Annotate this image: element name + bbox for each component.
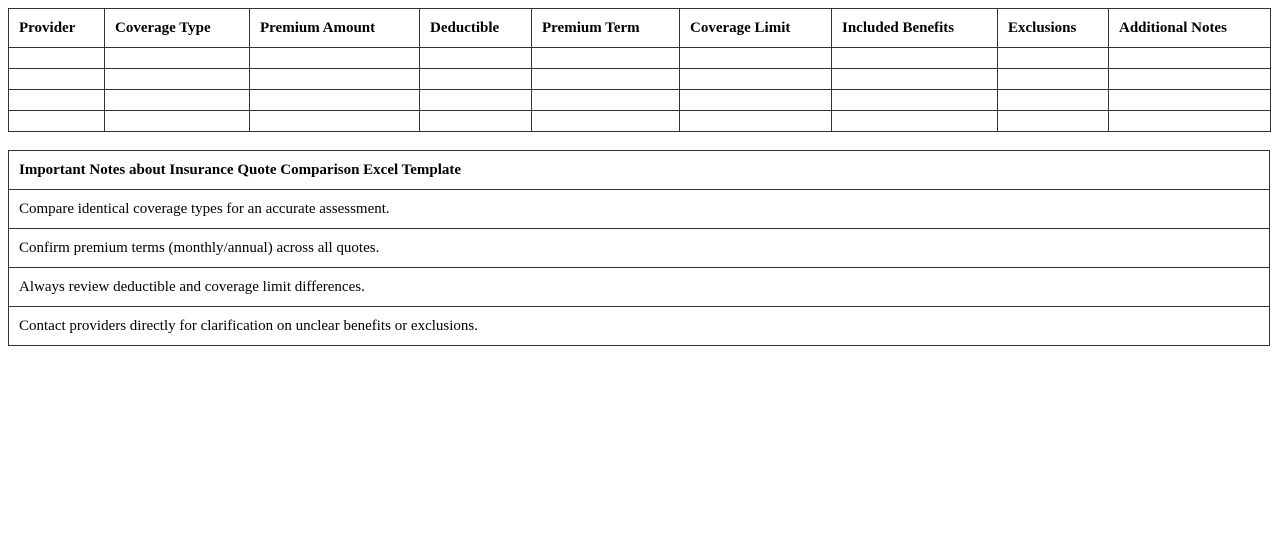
table-cell[interactable]: [998, 69, 1109, 90]
header-premium-term: Premium Term: [532, 9, 680, 48]
table-cell[interactable]: [832, 69, 998, 90]
table-cell[interactable]: [532, 111, 680, 132]
note-item: Always review deductible and coverage limit differences.: [9, 268, 1270, 307]
table-cell[interactable]: [420, 90, 532, 111]
table-cell[interactable]: [680, 48, 832, 69]
table-cell[interactable]: [1109, 111, 1271, 132]
table-cell[interactable]: [105, 69, 250, 90]
notes-title: Important Notes about Insurance Quote Comparison Excel Template: [9, 151, 1270, 190]
notes-table: [8, 150, 1270, 346]
header-deductible: Deductible: [420, 9, 532, 48]
table-cell[interactable]: [105, 90, 250, 111]
header-additional-notes: Additional Notes: [1109, 9, 1271, 48]
table-cell[interactable]: [998, 90, 1109, 111]
table-cell[interactable]: [250, 111, 420, 132]
table-row: [9, 69, 1271, 90]
table-cell[interactable]: [105, 48, 250, 69]
note-item: Contact providers directly for clarification on unclear benefits or exclusions.: [9, 307, 1270, 346]
header-coverage-limit: Coverage Limit: [680, 9, 832, 48]
table-cell[interactable]: [9, 69, 105, 90]
table-cell[interactable]: [532, 90, 680, 111]
table-row: [9, 90, 1271, 111]
table-cell[interactable]: [9, 111, 105, 132]
note-item: Confirm premium terms (monthly/annual) across all quotes.: [9, 229, 1270, 268]
table-row: [9, 111, 1271, 132]
note-item: Compare identical coverage types for an accurate assessment.: [9, 190, 1270, 229]
header-premium-amount: Premium Amount: [250, 9, 420, 48]
table-cell[interactable]: [420, 111, 532, 132]
table-cell[interactable]: [250, 48, 420, 69]
header-exclusions: Exclusions: [998, 9, 1109, 48]
table-cell[interactable]: [832, 48, 998, 69]
table-cell[interactable]: [250, 90, 420, 111]
table-cell[interactable]: [250, 69, 420, 90]
table-row: [9, 48, 1271, 69]
quote-comparison-table: [8, 8, 1271, 132]
table-cell[interactable]: [998, 48, 1109, 69]
table-cell[interactable]: [420, 69, 532, 90]
header-row: [9, 9, 1271, 48]
header-included-benefits: Included Benefits: [832, 9, 998, 48]
table-cell[interactable]: [105, 111, 250, 132]
table-cell[interactable]: [832, 111, 998, 132]
table-cell[interactable]: [1109, 48, 1271, 69]
table-cell[interactable]: [1109, 69, 1271, 90]
table-cell[interactable]: [680, 111, 832, 132]
table-cell[interactable]: [680, 69, 832, 90]
table-cell[interactable]: [9, 90, 105, 111]
table-cell[interactable]: [998, 111, 1109, 132]
table-cell[interactable]: [532, 48, 680, 69]
table-cell[interactable]: [532, 69, 680, 90]
table-cell[interactable]: [9, 48, 105, 69]
header-coverage-type: Coverage Type: [105, 9, 250, 48]
table-cell[interactable]: [680, 90, 832, 111]
header-provider: Provider: [9, 9, 105, 48]
table-cell[interactable]: [832, 90, 998, 111]
table-cell[interactable]: [420, 48, 532, 69]
table-cell[interactable]: [1109, 90, 1271, 111]
